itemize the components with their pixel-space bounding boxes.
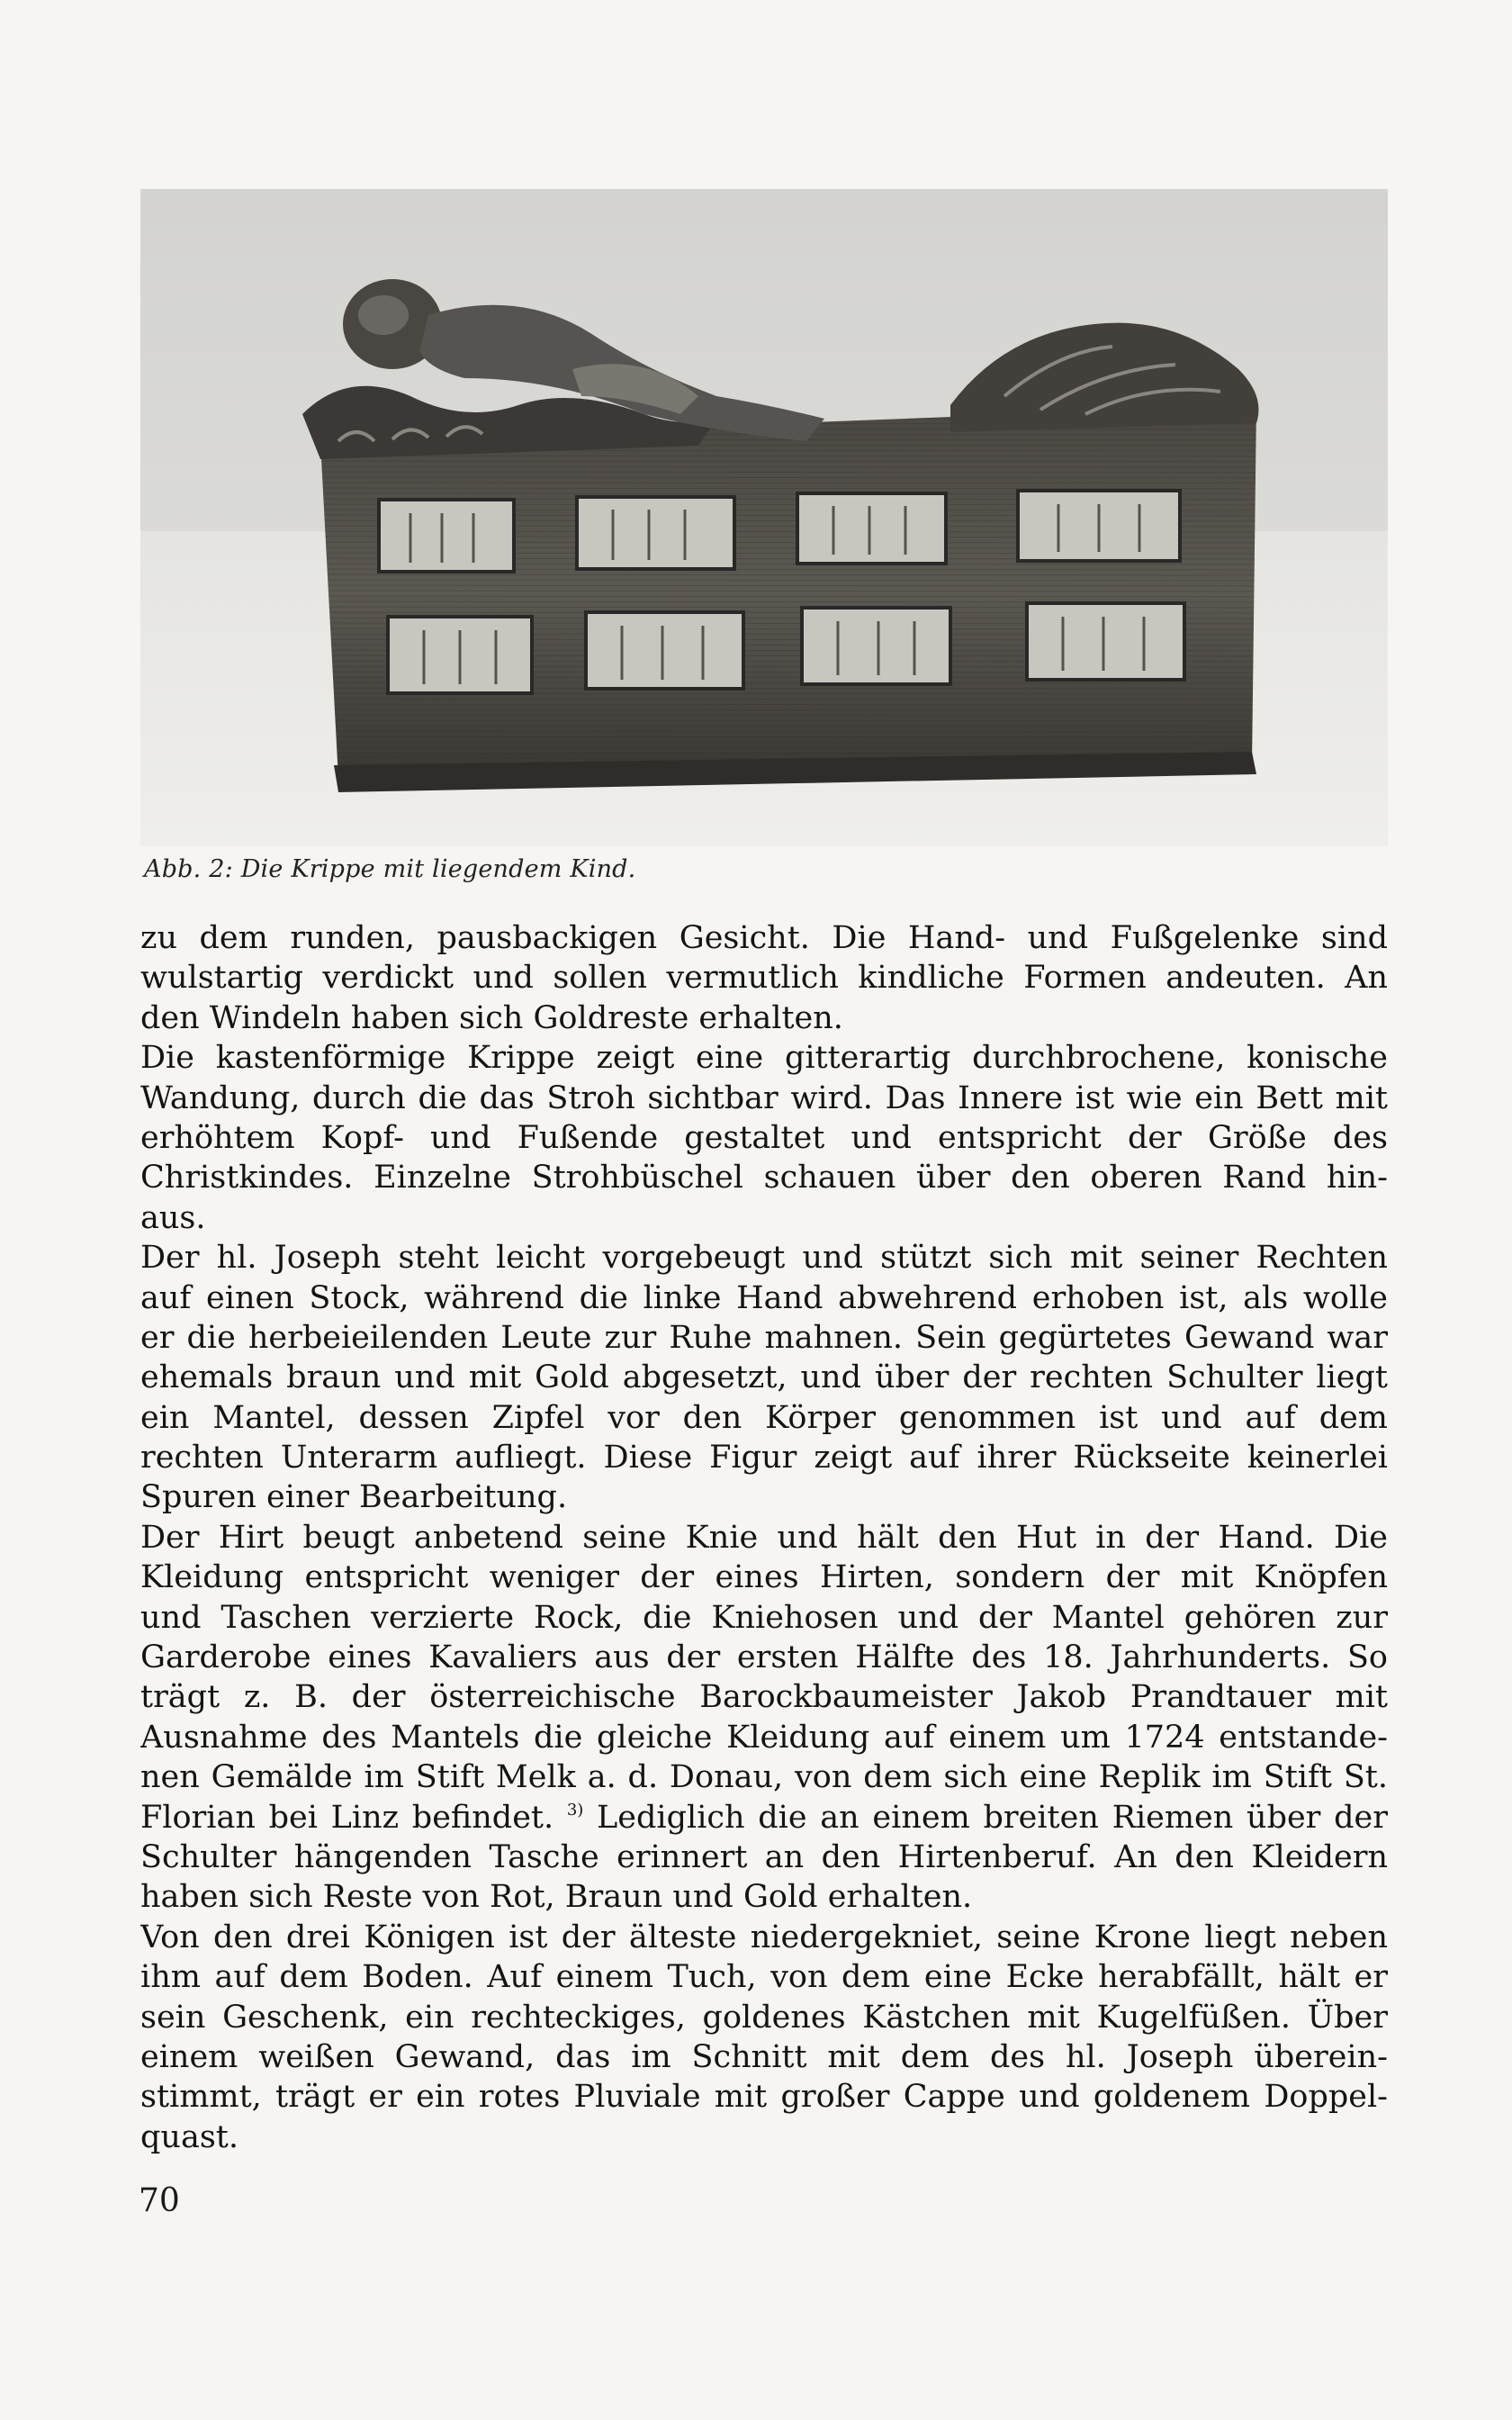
text-line: ihm auf dem Boden. Auf einem Tuch, von dem eine Ecke herabfällt, hält er (140, 1959, 1388, 1996)
text-line: haben sich Reste von Rot, Braun und Gold erhalten. (140, 1879, 973, 1916)
text-line: Spuren einer Bearbeitung. (140, 1479, 568, 1516)
text-line: trägt z. B. der österreichische Barockbaumeister Jakob Prandtauer mit (140, 1679, 1388, 1716)
text-line: Christkindes. Einzelne Strohbüschel schauen über den oberen Rand hin- (140, 1160, 1388, 1196)
text-line: rechten Unterarm aufliegt. Diese Figur zeigt auf ihrer Rückseite keinerlei (140, 1440, 1388, 1476)
text-line: nen Gemälde im Stift Melk a. d. Donau, von dem sich eine Replik im Stift St. (140, 1759, 1388, 1796)
text-line: Der Hirt beugt anbetend seine Knie und hält den Hut in der Hand. Die (140, 1519, 1388, 1556)
paragraph (140, 918, 1388, 1038)
text-segment: Lediglich die an einem breiten Riemen über der (583, 1799, 1388, 1836)
text-line: Die kastenförmige Krippe zeigt eine gitterartig durchbrochene, konische (140, 1040, 1388, 1077)
manger-photo (140, 189, 1388, 846)
text-line: auf einen Stock, während die linke Hand abwehrend erhoben ist, als wolle (140, 1279, 1388, 1316)
text-line: Kleidung entspricht weniger der eines Hirten, sondern der mit Knöpfen (140, 1559, 1388, 1596)
figure-photo-manger (140, 189, 1388, 846)
paragraph (140, 1038, 1388, 1238)
text-line: Schulter hängenden Tasche erinnert an den Hirtenberuf. An den Kleidern (140, 1838, 1388, 1875)
paragraph (140, 1518, 1388, 1918)
text-line: einem weißen Gewand, das im Schnitt mit dem des hl. Joseph überein- (140, 2038, 1388, 2075)
text-line: zu dem runden, pausbackigen Gesicht. Die Hand- und Fußgelenke sind (140, 920, 1388, 956)
text-line: quast. (140, 2118, 238, 2155)
text-line: und Taschen verzierte Rock, die Kniehosen und der Mantel gehören zur (140, 1599, 1388, 1636)
text-line: ein Mantel, dessen Zipfel vor den Körper genommen ist und auf dem (140, 1399, 1388, 1436)
figure-caption: Abb. 2: Die Krippe mit liegendem Kind. (144, 855, 636, 883)
text-line: Der hl. Joseph steht leicht vorgebeugt und stützt sich mit seiner Rechten (140, 1240, 1388, 1277)
page-number: 70 (139, 2182, 180, 2219)
footnote-reference: 3) (566, 1800, 584, 1820)
text-line: stimmt, trägt er ein rotes Pluviale mit großer Cappe und goldenem Doppel- (140, 2079, 1388, 2116)
text-line: Von den drei Königen ist der älteste niedergekniet, seine Krone liegt neben (140, 1919, 1388, 1955)
paragraph (140, 1238, 1388, 1518)
text-segment: Florian bei Linz befindet. (140, 1799, 554, 1836)
text-line: erhöhtem Kopf- und Fußende gestaltet und entspricht der Größe des (140, 1119, 1388, 1156)
text-line: Ausnahme des Mantels die gleiche Kleidung auf einem um 1724 entstande- (140, 1719, 1388, 1756)
body-text (140, 918, 1388, 2157)
text-line: aus. (140, 1199, 206, 1236)
text-line: er die herbeieilenden Leute zur Ruhe mahnen. Sein gegürtetes Gewand war (140, 1319, 1388, 1356)
text-line: den Windeln haben sich Goldreste erhalten. (140, 999, 843, 1036)
text-line-with-footnote (140, 1798, 1388, 1838)
text-line: sein Geschenk, ein rechteckiges, goldenes Kästchen mit Kugelfüßen. Über (140, 1999, 1388, 2036)
text-line: ehemals braun und mit Gold abgesetzt, und über der rechten Schulter liegt (140, 1359, 1388, 1396)
text-line: Wandung, durch die das Stroh sichtbar wird. Das Innere ist wie ein Bett mit (140, 1079, 1388, 1116)
text-line: wulstartig verdickt und sollen vermutlich kindliche Formen andeuten. An (140, 960, 1388, 997)
text-line: Garderobe eines Kavaliers aus der ersten Hälfte des 18. Jahrhunderts. So (140, 1639, 1388, 1676)
paragraph (140, 1918, 1388, 2157)
